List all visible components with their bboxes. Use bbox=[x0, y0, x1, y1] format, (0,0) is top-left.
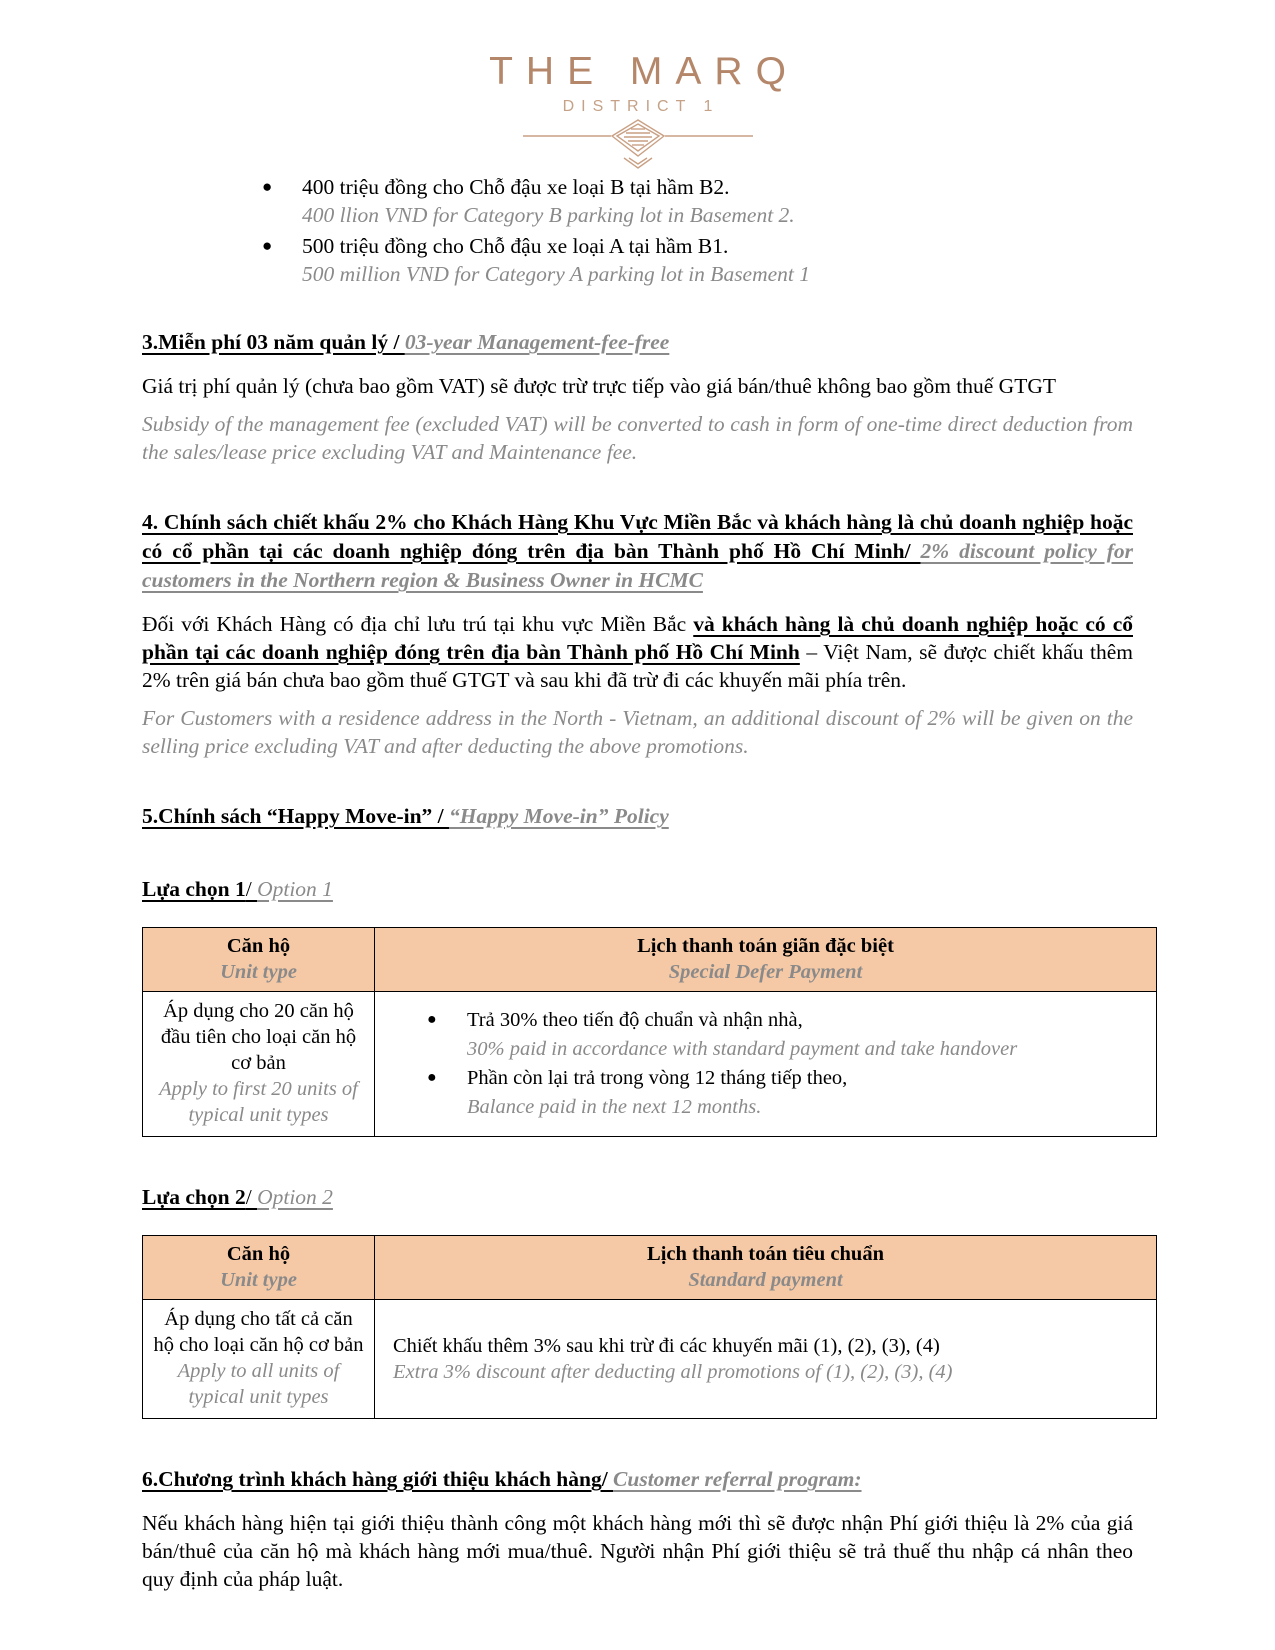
unit-type-cell bbox=[143, 992, 375, 1137]
option-2-label-en: Option 2 bbox=[257, 1185, 333, 1209]
parking-item-vi: 400 triệu đồng cho Chỗ đậu xe loại B tại hầm B2. bbox=[302, 175, 730, 199]
unit-type-header-en: Unit type bbox=[220, 1269, 297, 1291]
unit-type-header-cell bbox=[143, 928, 375, 992]
table-row bbox=[143, 992, 1157, 1137]
section-4-heading-en: 2% discount policy for customers in the Northern region & Business Owner in HCMC bbox=[142, 539, 1133, 592]
list-item bbox=[142, 173, 1133, 229]
section-3-heading-vi: 3.Miễn phí 03 năm quản lý / bbox=[142, 330, 405, 354]
unit-type-header-en: Unit type bbox=[220, 961, 297, 983]
section-5-heading bbox=[142, 802, 1133, 831]
unit-type-cell bbox=[143, 1300, 375, 1419]
section-4-body-end: – Việt Nam, sẽ được chiết khấu thêm 2% trên giá bán chưa bao gồm thuế GTGT và sau khi đã trừ đi các khuyến mãi phía trên. bbox=[142, 640, 1133, 692]
payment-cell bbox=[375, 1300, 1157, 1419]
section-3-body-vi: Giá trị phí quản lý (chưa bao gồm VAT) sẽ được trừ trực tiếp vào giá bán/thuê không bao gồm thuế GTGT bbox=[142, 374, 1057, 398]
payment-bullet-vi: Trả 30% theo tiến độ chuẩn và nhận nhà, bbox=[467, 1009, 803, 1031]
diamond-ornament-icon bbox=[523, 119, 753, 171]
section-4-body-vi bbox=[142, 610, 1133, 694]
option-1-label-vi: Lựa chọn 1 bbox=[142, 877, 246, 901]
section-4-heading-vi: 4. Chính sách chiết khấu 2% cho Khách Hàng Khu Vực Miền Bắc và khách hàng là chủ doanh nghiệp hoặc có cổ phần tại các doanh nghiệp đóng trên địa bàn Thành phố Hồ Chí Minh/ bbox=[142, 510, 1133, 563]
section-5-heading-vi: 5.Chính sách “Happy Move-in” / bbox=[142, 804, 450, 828]
option-2-label bbox=[142, 1183, 1133, 1211]
section-4-body-en: For Customers with a residence address in the North - Vietnam, an additional discount of 2% will be given on the selling price excluding VAT and after deducting the above promotions. bbox=[142, 706, 1133, 758]
parking-item-en: 500 million VND for Category A parking lot in Basement 1 bbox=[302, 262, 811, 286]
table-header-row bbox=[143, 928, 1157, 992]
section-3-heading bbox=[142, 328, 1133, 357]
payment-header-cell bbox=[375, 1236, 1157, 1300]
payment-bullet-vi: Phần còn lại trả trong vòng 12 tháng tiếp theo, bbox=[467, 1067, 848, 1089]
payment-bullet-en: 30% paid in accordance with standard payment and take handover bbox=[467, 1038, 1018, 1060]
list-item bbox=[142, 232, 1133, 288]
payment-header-vi: Lịch thanh toán giãn đặc biệt bbox=[637, 935, 894, 957]
bullet-icon: ● bbox=[262, 177, 273, 196]
bullet-icon: ● bbox=[427, 1011, 437, 1028]
option-2-label-separator: / bbox=[245, 1185, 258, 1209]
parking-item-en: 400 llion VND for Category B parking lot in Basement 2. bbox=[302, 203, 795, 227]
section-6-heading bbox=[142, 1465, 1133, 1494]
table-row bbox=[143, 1300, 1157, 1419]
brand-logo bbox=[142, 50, 1133, 171]
section-4-heading bbox=[142, 508, 1133, 595]
section-6-heading-en: Customer referral program: bbox=[613, 1467, 862, 1491]
option-1-label-separator: / bbox=[245, 877, 258, 901]
section-3-heading-en: 03-year Management-fee-free bbox=[404, 330, 670, 354]
unit-type-header-cell bbox=[143, 1236, 375, 1300]
section-4-body-start: Đối với Khách Hàng có địa chỉ lưu trú tại khu vực Miền Bắc bbox=[142, 612, 694, 636]
payment-bullet bbox=[375, 1006, 1144, 1064]
parking-item-vi: 500 triệu đồng cho Chỗ đậu xe loại A tại hầm B1. bbox=[302, 234, 729, 258]
payment-cell-vi: Chiết khấu thêm 3% sau khi trừ đi các khuyến mãi (1), (2), (3), (4) bbox=[393, 1335, 940, 1357]
section-4-body-bold: và khách hàng là chủ doanh nghiệp hoặc có cổ phần tại các doanh nghiệp đóng trên địa bàn Thành phố Hồ Chí Minh bbox=[142, 612, 1133, 664]
bullet-icon: ● bbox=[427, 1069, 437, 1086]
payment-bullet-en: Balance paid in the next 12 months. bbox=[467, 1096, 762, 1118]
unit-type-cell-en: Apply to all units of typical unit types bbox=[177, 1360, 340, 1408]
option-1-table bbox=[142, 927, 1157, 1137]
table-header-row bbox=[143, 1236, 1157, 1300]
option-2-table bbox=[142, 1235, 1157, 1419]
unit-type-cell-en: Apply to first 20 units of typical unit types bbox=[159, 1078, 358, 1126]
payment-cell bbox=[375, 992, 1157, 1137]
payment-cell-en: Extra 3% discount after deducting all promotions of (1), (2), (3), (4) bbox=[393, 1361, 953, 1383]
section-6-heading-vi: 6.Chương trình khách hàng giới thiệu khách hàng/ bbox=[142, 1467, 614, 1491]
unit-type-cell-vi: Áp dụng cho tất cả căn hộ cho loại căn hộ cơ bản bbox=[153, 1308, 364, 1356]
logo-title: THE MARQ bbox=[489, 50, 799, 93]
section-5-heading-en: “Happy Move-in” Policy bbox=[449, 804, 669, 828]
section-3-body-en: Subsidy of the management fee (excluded VAT) will be converted to cash in form of one-time direct deduction from the sales/lease price excluding VAT and Maintenance fee. bbox=[142, 412, 1133, 464]
bullet-icon: ● bbox=[262, 236, 273, 255]
option-1-label bbox=[142, 875, 1133, 903]
payment-bullet bbox=[375, 1064, 1144, 1122]
payment-header-cell bbox=[375, 928, 1157, 992]
parking-price-list bbox=[142, 173, 1133, 288]
unit-type-header-vi: Căn hộ bbox=[226, 935, 291, 957]
payment-header-en: Special Defer Payment bbox=[668, 961, 863, 983]
payment-header-en: Standard payment bbox=[688, 1269, 843, 1291]
option-1-label-en: Option 1 bbox=[257, 877, 333, 901]
unit-type-cell-vi: Áp dụng cho 20 căn hộ đầu tiên cho loại căn hộ cơ bản bbox=[160, 1000, 357, 1074]
section-6-body-vi: Nếu khách hàng hiện tại giới thiệu thành công một khách hàng mới thì sẽ được nhận Phí giới thiệu là 2% của giá bán/thuê của căn hộ mà khách hàng mới mua/thuê. Người nhận Phí giới thiệu sẽ trả thuế thu nhập cá nhân theo quy định của pháp luật. bbox=[142, 1511, 1133, 1591]
payment-header-vi: Lịch thanh toán tiêu chuẩn bbox=[647, 1243, 884, 1265]
unit-type-header-vi: Căn hộ bbox=[226, 1243, 291, 1265]
logo-subtitle: DISTRICT 1 bbox=[562, 98, 720, 115]
option-2-label-vi: Lựa chọn 2 bbox=[142, 1185, 246, 1209]
